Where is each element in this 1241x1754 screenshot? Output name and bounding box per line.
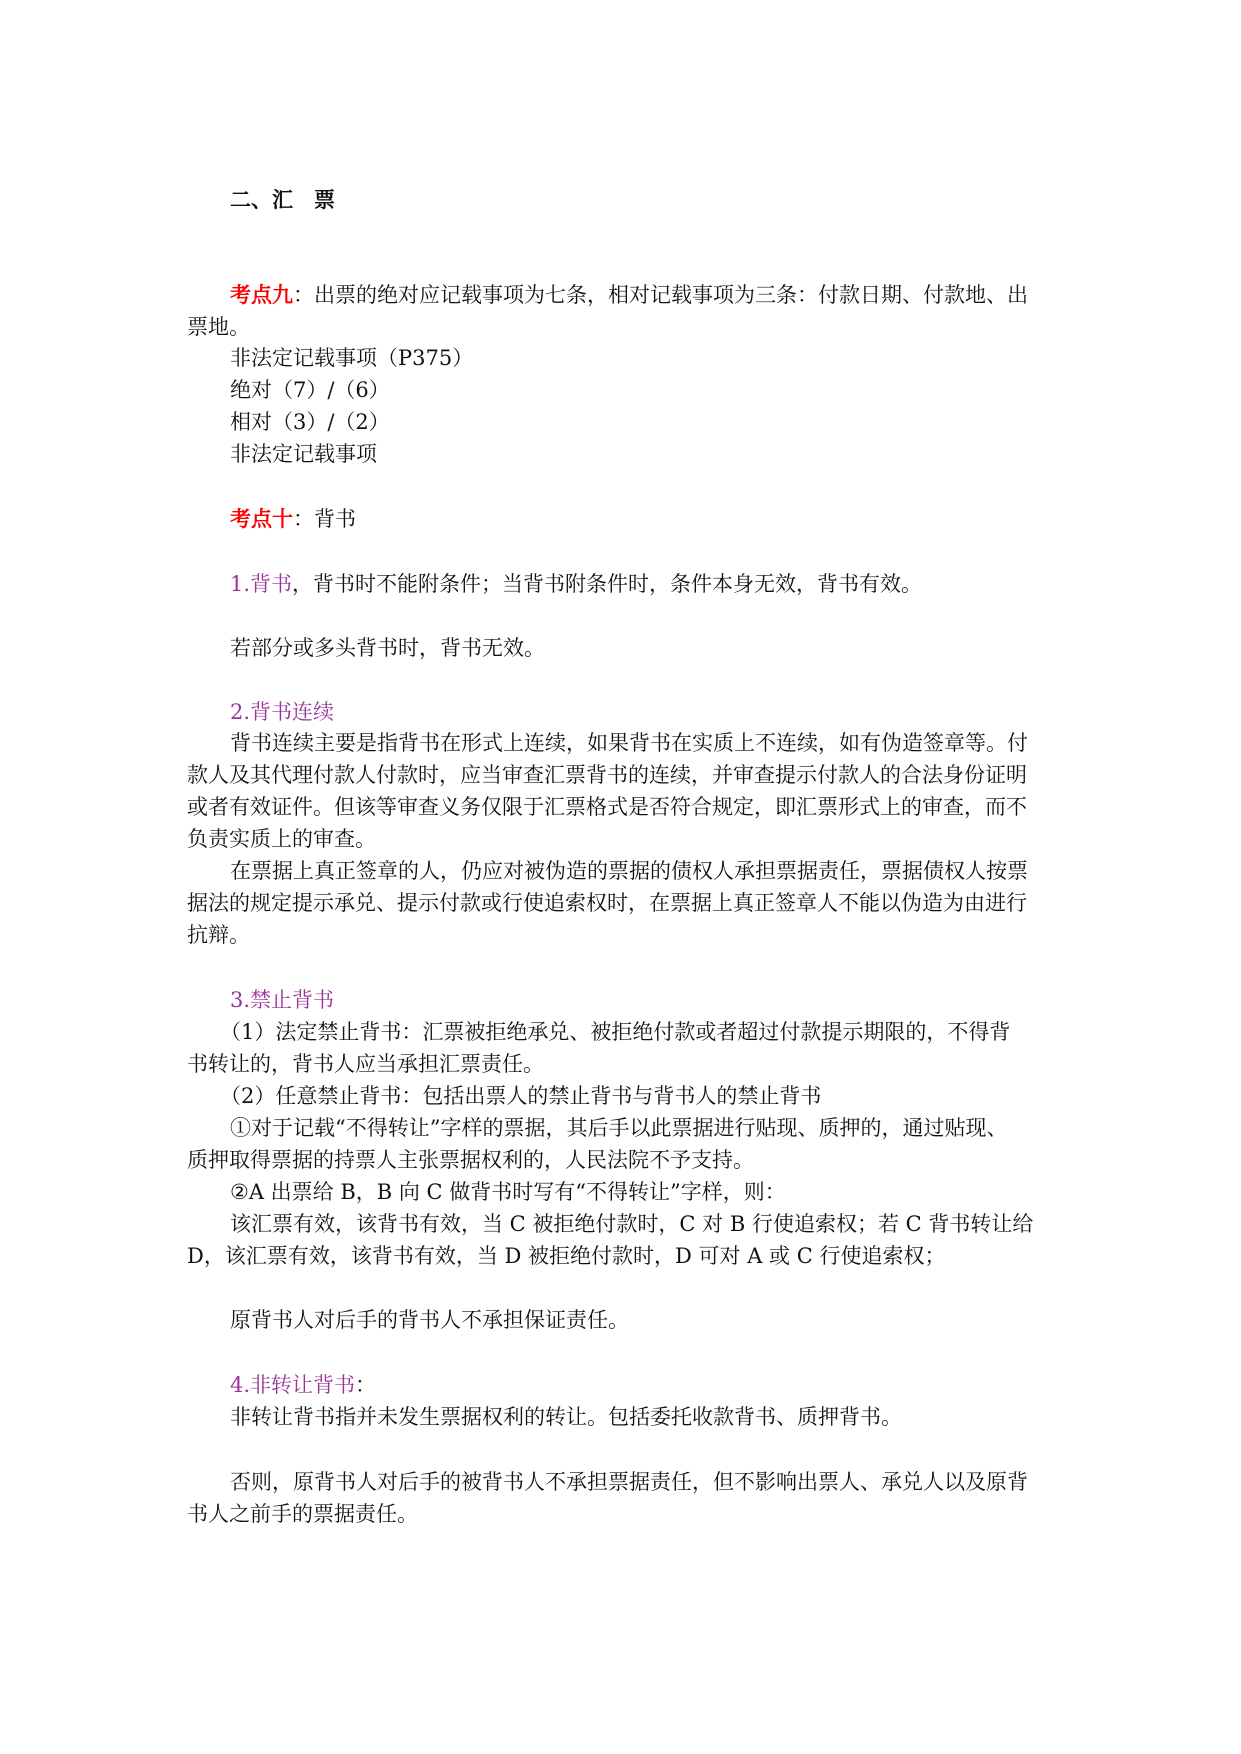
s1-extra: 若部分或多头背书时，背书无效。 [230, 636, 545, 660]
s2-line: 款人及其代理付款人付款时，应当审查汇票背书的连续，并审查提示付款人的合法身份证明 [187, 763, 1027, 787]
s2-line: 负责实质上的审查。 [187, 827, 376, 851]
s2-line: 据法的规定提示承兑、提示付款或行使追索权时，在票据上真正签章人不能以伪造为由进行 [187, 891, 1027, 915]
s1-line [230, 570, 922, 598]
s1-label: 1.背书 [230, 572, 293, 596]
s3-line: （1）法定禁止背书：汇票被拒绝承兑、被拒绝付款或者超过付款提示期限的，不得背 [220, 1020, 1011, 1044]
point9-item: 非法定记载事项 [230, 442, 377, 466]
s3-line: 质押取得票据的持票人主张票据权利的，人民法院不予支持。 [187, 1148, 754, 1172]
s1-text: ，背书时不能附条件；当背书附条件时，条件本身无效，背书有效。 [292, 572, 923, 596]
point9-item: 非法定记载事项（P375） [230, 346, 474, 370]
point10-title-text: ：背书 [293, 507, 356, 531]
s3-line: （2）任意禁止背书：包括出票人的禁止背书与背书人的禁止背书 [220, 1084, 822, 1108]
section-heading: 二、汇 票 [230, 187, 335, 212]
s3-label: 3.禁止背书 [230, 988, 335, 1012]
point9-line2: 票地。 [187, 315, 250, 339]
s2-line: 在票据上真正签章的人，仍应对被伪造的票据的债权人承担票据责任，票据债权人按票 [230, 859, 1028, 883]
s4-line: 书人之前手的票据责任。 [187, 1502, 418, 1526]
s4-colon: ： [355, 1373, 377, 1397]
point9-line1 [230, 281, 1028, 309]
s3-line: D，该汇票有效，该背书有效，当 D 被拒绝付款时，D 可对 A 或 C 行使追索权； [187, 1244, 946, 1268]
point9-label: 考点九 [230, 282, 293, 307]
s4-line: 非转让背书指并未发生票据权利的转让。包括委托收款背书、质押背书。 [230, 1405, 902, 1429]
s3-line: ①对于记载“不得转让”字样的票据，其后手以此票据进行贴现、质押的，通过贴现、 [230, 1116, 1008, 1140]
s2-label: 2.背书连续 [230, 700, 335, 724]
s3-line: ②A 出票给 B，B 向 C 做背书时写有“不得转让”字样，则： [230, 1180, 786, 1204]
point9-text: ：出票的绝对应记载事项为七条，相对记载事项为三条：付款日期、付款地、出 [293, 283, 1028, 307]
point10-label: 考点十 [230, 506, 293, 531]
point10-title [230, 505, 356, 533]
s4-line: 否则，原背书人对后手的被背书人不承担票据责任，但不影响出票人、承兑人以及原背 [230, 1470, 1028, 1494]
point9-item: 相对（3）/（2） [230, 410, 390, 434]
s2-line: 背书连续主要是指背书在形式上连续，如果背书在实质上不连续，如有伪造签章等。付 [230, 731, 1028, 755]
s2-line: 或者有效证件。但该等审查义务仅限于汇票格式是否符合规定，即汇票形式上的审查，而不 [187, 795, 1027, 819]
point9-item: 绝对（7）/（6） [230, 378, 390, 402]
s4-label: 4.非转让背书 [230, 1373, 356, 1397]
s3-line: 书转让的，背书人应当承担汇票责任。 [187, 1052, 544, 1076]
s3-line: 该汇票有效，该背书有效，当 C 被拒绝付款时，C 对 B 行使追索权；若 C 背书转让给 [230, 1212, 1034, 1236]
s2-line: 抗辩。 [187, 923, 250, 947]
s4-title [230, 1371, 376, 1399]
s3-extra: 原背书人对后手的背书人不承担保证责任。 [230, 1308, 629, 1332]
